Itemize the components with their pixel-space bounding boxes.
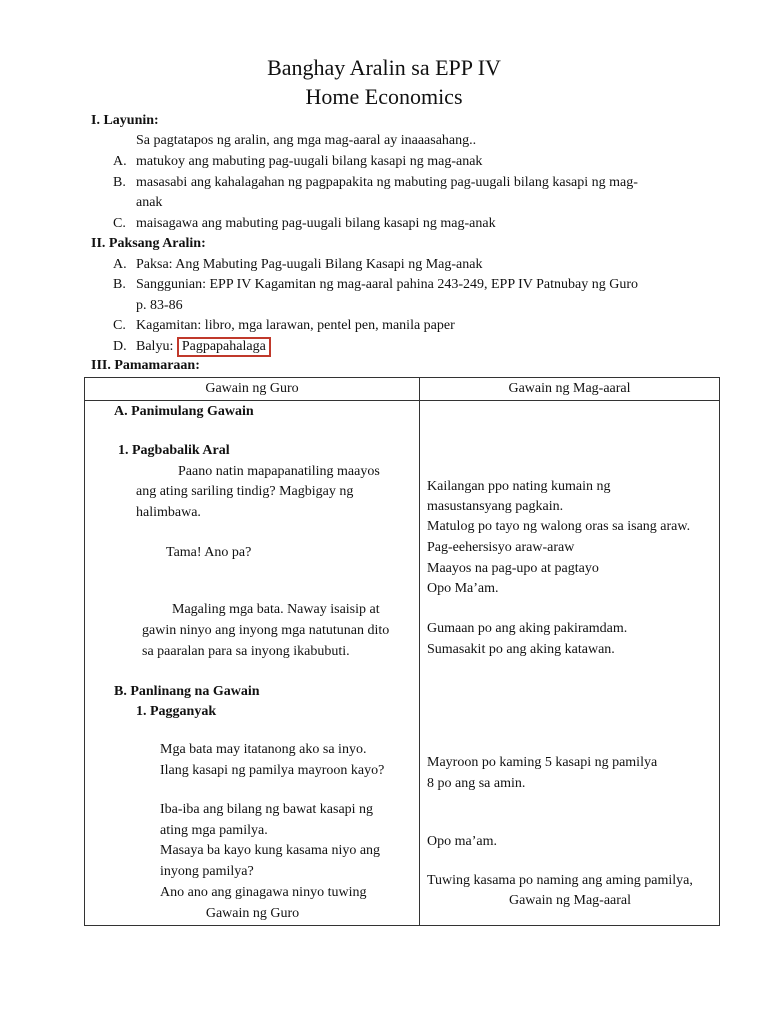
guro-tama: Tama! Ano pa? — [166, 545, 252, 560]
guro-question-line-2: ang ating sariling tindig? Magbigay ng — [136, 484, 354, 499]
guro-question-line-1: Paano natin mapapanatiling maayos — [178, 464, 380, 479]
kagamitan-text: Kagamitan: libro, mga larawan, pentel pen, manila paper — [136, 318, 455, 333]
sanggunian-text: Sanggunian: EPP IV Kagamitan ng mag-aaral pahina 243-249, EPP IV Patnubay ng Guro — [136, 277, 638, 292]
guro-pagganyak-line-3: Iba-iba ang bilang ng bawat kasapi ng — [160, 802, 374, 817]
sanggunian-text-cont: p. 83-86 — [136, 298, 183, 313]
guro-pagganyak-line-2: Ilang kasapi ng pamilya mayroon kayo? — [160, 763, 385, 778]
magaaral-response-6: Opo Ma’am. — [427, 581, 499, 596]
magaaral-response-11: Opo ma’am. — [427, 834, 497, 849]
layunin-a-text: matukoy ang mabuting pag-uugali bilang kasapi ng mag-anak — [136, 154, 483, 169]
paksa-a-letter: A. — [113, 257, 127, 272]
magaaral-response-9: Mayroon po kaming 5 kasapi ng pamilya — [427, 755, 658, 770]
magaaral-response-1: Kailangan ppo nating kumain ng — [427, 479, 611, 494]
pagganyak-heading: 1. Pagganyak — [136, 704, 217, 719]
guro-magaling-line-3: sa paaralan para sa inyong ikabubuti. — [142, 644, 350, 659]
layunin-c-text: maisagawa ang mabuting pag-uugali bilang kasapi ng mag-anak — [136, 216, 496, 231]
guro-question-line-3: halimbawa. — [136, 505, 201, 520]
layunin-c-letter: C. — [113, 216, 126, 231]
guro-pagganyak-line-1: Mga bata may itatanong ako sa inyo. — [160, 742, 367, 757]
magaaral-column-footer: Gawain ng Mag-aaral — [508, 893, 632, 908]
magaaral-response-12: Tuwing kasama po naming ang aming pamilya, — [427, 873, 693, 888]
document-title: Banghay Aralin sa EPP IV — [267, 55, 501, 80]
layunin-b-text-cont: anak — [136, 195, 163, 210]
section-heading-pamamaraan: III. Pamamaraan: — [91, 358, 200, 373]
balyu-label: Balyu: — [136, 339, 174, 354]
layunin-a-letter: A. — [113, 154, 127, 169]
layunin-b-letter: B. — [113, 175, 126, 190]
table-header-row — [85, 378, 720, 401]
paksa-text: Paksa: Ang Mabuting Pag-uugali Bilang Kasapi ng Mag-anak — [136, 257, 483, 272]
guro-magaling-line-2: gawin ninyo ang inyong mga natutunan dito — [142, 623, 390, 638]
magaaral-response-3: Matulog po tayo ng walong oras sa isang araw. — [427, 519, 691, 534]
guro-cell — [85, 401, 420, 926]
panlinang-gawain-heading: B. Panlinang na Gawain — [114, 684, 260, 699]
guro-column-footer: Gawain ng Guro — [205, 906, 300, 921]
table-row — [85, 401, 720, 926]
panimulang-gawain-heading: A. Panimulang Gawain — [114, 404, 254, 419]
magaaral-response-4: Pag-eehersisyo araw-araw — [427, 540, 575, 555]
balyu-value-highlight: Pagpapahalaga — [177, 337, 271, 357]
magaaral-response-5: Maayos na pag-upo at pagtayo — [427, 561, 599, 576]
paksa-d-letter: D. — [113, 339, 127, 354]
layunin-intro: Sa pagtatapos ng aralin, ang mga mag-aaral ay inaaasahang.. — [136, 133, 477, 148]
guro-pagganyak-line-7: Ano ano ang ginagawa ninyo tuwing — [160, 885, 367, 900]
magaaral-response-2: masustansyang pagkain. — [427, 499, 564, 514]
layunin-b-text: masasabi ang kahalagahan ng pagpapakita ng mabuting pag-uugali bilang kasapi ng mag- — [136, 175, 638, 190]
procedure-table — [84, 377, 720, 926]
magaaral-response-8: Sumasakit po ang aking katawan. — [427, 642, 615, 657]
magaaral-cell — [420, 401, 720, 926]
section-heading-layunin: I. Layunin: — [91, 113, 159, 128]
guro-pagganyak-line-6: inyong pamilya? — [160, 864, 254, 879]
paksa-b-letter: B. — [113, 277, 126, 292]
magaaral-response-10: 8 po ang sa amin. — [427, 776, 526, 791]
magaaral-response-7: Gumaan po ang aking pakiramdam. — [427, 621, 628, 636]
column-header-guro: Gawain ng Guro — [85, 378, 420, 401]
guro-pagganyak-line-5: Masaya ba kayo kung kasama niyo ang — [160, 843, 381, 858]
document-subtitle: Home Economics — [305, 84, 463, 109]
guro-pagganyak-line-4: ating mga pamilya. — [160, 823, 268, 838]
column-header-magaaral: Gawain ng Mag-aaral — [420, 378, 720, 401]
guro-magaling-line-1: Magaling mga bata. Naway isaisip at — [172, 602, 380, 617]
pagbabalik-aral-heading: 1. Pagbabalik Aral — [118, 443, 230, 458]
paksa-c-letter: C. — [113, 318, 126, 333]
balyu-line — [136, 337, 271, 357]
section-heading-paksang-aralin: II. Paksang Aralin: — [91, 236, 206, 251]
